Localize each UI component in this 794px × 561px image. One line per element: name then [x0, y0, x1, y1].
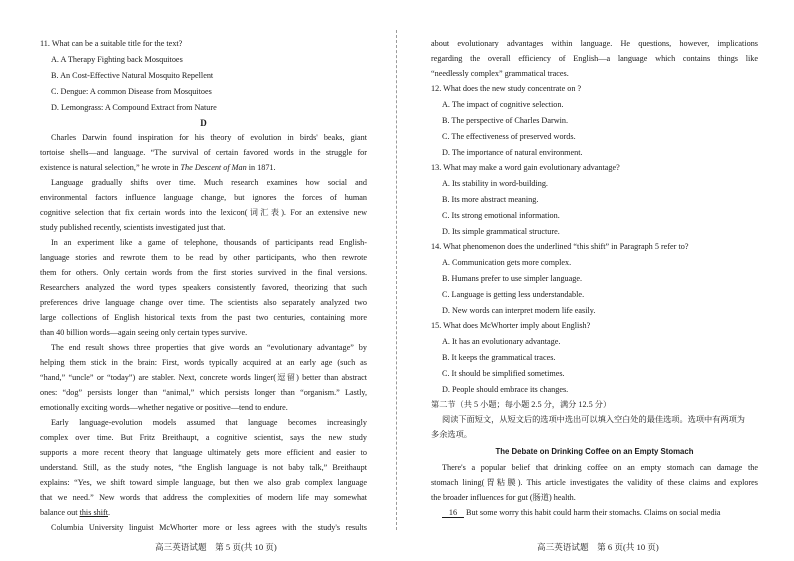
- p5-line-3: supports a more recent theory that language ultimately gets more efficient and easier to: [40, 448, 367, 457]
- q12-option-b: B. The perspective of Charles Darwin.: [442, 116, 569, 125]
- p4-line-2: helping them stick in the brain: First, words typically acquired at an early age (such as: [40, 358, 367, 367]
- q14-option-b: B. Humans prefer to use simpler language.: [442, 274, 583, 283]
- p5-line-7-post: .: [108, 508, 111, 517]
- q15-option-c: C. It should be simplified sometimes.: [442, 369, 565, 378]
- article-line-1: There's a popular belief that drinking coffee on an empty stomach can damage the: [442, 463, 758, 472]
- cont-line-3: “needlessly complex” grammatical traces.: [431, 69, 569, 78]
- q12-stem: 12. What does the new study concentrate on ?: [431, 84, 582, 93]
- p4-line-3: “hand,” “uncle” or “today”) are stabler. Next, concrete words linger(逗留) better than abstract: [40, 373, 367, 382]
- q14-option-a: A. Communication gets more complex.: [442, 258, 572, 267]
- q11-stem: 11. What can be a suitable title for the text?: [40, 39, 183, 48]
- q12-option-c: C. The effectiveness of preserved words.: [442, 132, 576, 141]
- section-letter-d: D: [200, 118, 207, 128]
- underlined-this-shift: this shift: [79, 508, 108, 517]
- p5-line-6: that we need.” New words that address the complexities of modern life may somewhat: [40, 493, 367, 502]
- article-line-4-text: But some worry this habit could harm their stomachs. Claims on social media: [464, 508, 721, 517]
- p3-line-2: language stories and rewrote them to be read by other participants, who then rewrote: [40, 253, 367, 262]
- p4-line-1: The end result shows three properties that give words an “evolutionary advantage” by: [51, 343, 367, 352]
- right-page: [397, 0, 794, 561]
- p5-line-5: explains: “Yes, we shift toward simple language, but then we also grab complex language: [40, 478, 367, 487]
- p4-line-5: emotionally exciting words—whether negative or positive—tend to endure.: [40, 403, 288, 412]
- q11-option-d: D. Lemongrass: A Compound Extract from Nature: [51, 103, 217, 112]
- p5-line-2: complex over time. But Fritz Breithaupt, a cognitive scientist, says the new study: [40, 433, 367, 442]
- p6-line-1: Columbia University linguist McWhorter more or less agrees with the study's results: [51, 523, 367, 532]
- p2-line-3: cognitive selection that fix certain words into the lexicon(词汇表). For an extensive new: [40, 208, 367, 217]
- blank-16[interactable]: 16: [442, 508, 464, 518]
- p1-line-3: [40, 163, 276, 173]
- q13-option-c: C. Its strong emotional information.: [442, 211, 560, 220]
- p3-line-1: In an experiment like a game of telephone, thousands of participants read English-: [51, 238, 367, 247]
- p5-line-1: Early language-evolution models assumed that language becomes increasingly: [51, 418, 367, 427]
- p4-line-4: ones: “dog” persists longer than “animal,” which persists longer than “organism.” Lastly,: [40, 388, 367, 397]
- p2-line-4: study published recently, scientists investigated just that.: [40, 223, 226, 232]
- section2-header: 第二节（共 5 小题；每小题 2.5 分，满分 12.5 分）: [431, 400, 612, 409]
- page-footer-left: 高三英语试题 第 5 页(共 10 页): [155, 542, 277, 552]
- article-line-2: stomach lining(胃粘膜). This article investigates the validity of these claims and explores: [431, 478, 758, 487]
- section2-instructions-2: 多余选项。: [431, 430, 472, 439]
- article-title: The Debate on Drinking Coffee on an Empty Stomach: [495, 447, 694, 456]
- q11-option-b: B. An Cost-Effective Natural Mosquito Repellent: [51, 71, 214, 80]
- p5-line-7: [40, 508, 110, 518]
- cont-line-2: regarding the overall efficiency of English—a language which contains things like: [431, 54, 758, 63]
- q13-option-b: B. Its more abstract meaning.: [442, 195, 539, 204]
- q15-option-a: A. It has an evolutionary advantage.: [442, 337, 561, 346]
- article-line-3: the broader influences for gut (肠道) health.: [431, 493, 576, 502]
- p3-line-4: Researchers analyzed the word types speakers consistently favored, theorizing that such: [40, 283, 367, 292]
- p2-line-1: Language gradually shifts over time. Much research examines how social and: [51, 178, 367, 187]
- p3-line-6: large collections of English historical texts from the past two centuries, containing more: [40, 313, 367, 322]
- p1-line-2: tortoise shells—and language. “The survival of certain favored words in the struggle for: [40, 148, 367, 157]
- q11-option-c: C. Dengue: A common Disease from Mosquitoes: [51, 87, 212, 96]
- book-title: The Descent of Man: [180, 163, 247, 172]
- q15-stem: 15. What does McWhorter imply about English?: [431, 321, 591, 330]
- p5-line-4: understand. Still, as the study notes, “the English language is not baby talk,” Breithaupt: [40, 463, 367, 472]
- q14-option-c: C. Language is getting less understandable.: [442, 290, 585, 299]
- q12-option-d: D. The importance of natural environment.: [442, 148, 583, 157]
- p3-line-5: preferences drive language change over time. The scientists also separately analyzed two: [40, 298, 367, 307]
- p5-line-7-pre: balance out: [40, 508, 80, 517]
- q13-option-a: A. Its stability in word-building.: [442, 179, 548, 188]
- q15-option-b: B. It keeps the grammatical traces.: [442, 353, 556, 362]
- p3-line-3: them for others. Only certain words from the first stories survived in the final versions.: [40, 268, 367, 277]
- cont-line-1: about evolutionary advantages within language. He questions, however, implications: [431, 39, 758, 48]
- p3-line-7: than 40 billion words—again seeing only certain types survive.: [40, 328, 248, 337]
- q11-option-a: A. A Therapy Fighting back Mosquitoes: [51, 55, 183, 64]
- article-line-4: [442, 508, 721, 518]
- q15-option-d: D. People should embrace its changes.: [442, 385, 569, 394]
- p2-line-2: environmental factors influence language change, but ignores the forces of human: [40, 193, 367, 202]
- section2-instructions-1: 阅读下面短文，从短文后的选项中选出可以填入空白处的最佳选项。选项中有两项为: [442, 415, 745, 424]
- q14-option-d: D. New words can interpret modern life easily.: [442, 306, 596, 315]
- p1-line-1: Charles Darwin found inspiration for his theory of evolution in birds' beaks, giant: [51, 133, 367, 142]
- p1-line-3-post: in 1871.: [246, 163, 276, 172]
- q14-stem: 14. What phenomenon does the underlined “this shift” in Paragraph 5 refer to?: [431, 242, 689, 251]
- q13-option-d: D. Its simple grammatical structure.: [442, 227, 560, 236]
- page-footer-right: 高三英语试题 第 6 页(共 10 页): [537, 542, 659, 552]
- q12-option-a: A. The impact of cognitive selection.: [442, 100, 564, 109]
- q13-stem: 13. What may make a word gain evolutionary advantage?: [431, 163, 620, 172]
- p1-line-3-pre: existence is natural selection,” he wrote in: [40, 163, 181, 172]
